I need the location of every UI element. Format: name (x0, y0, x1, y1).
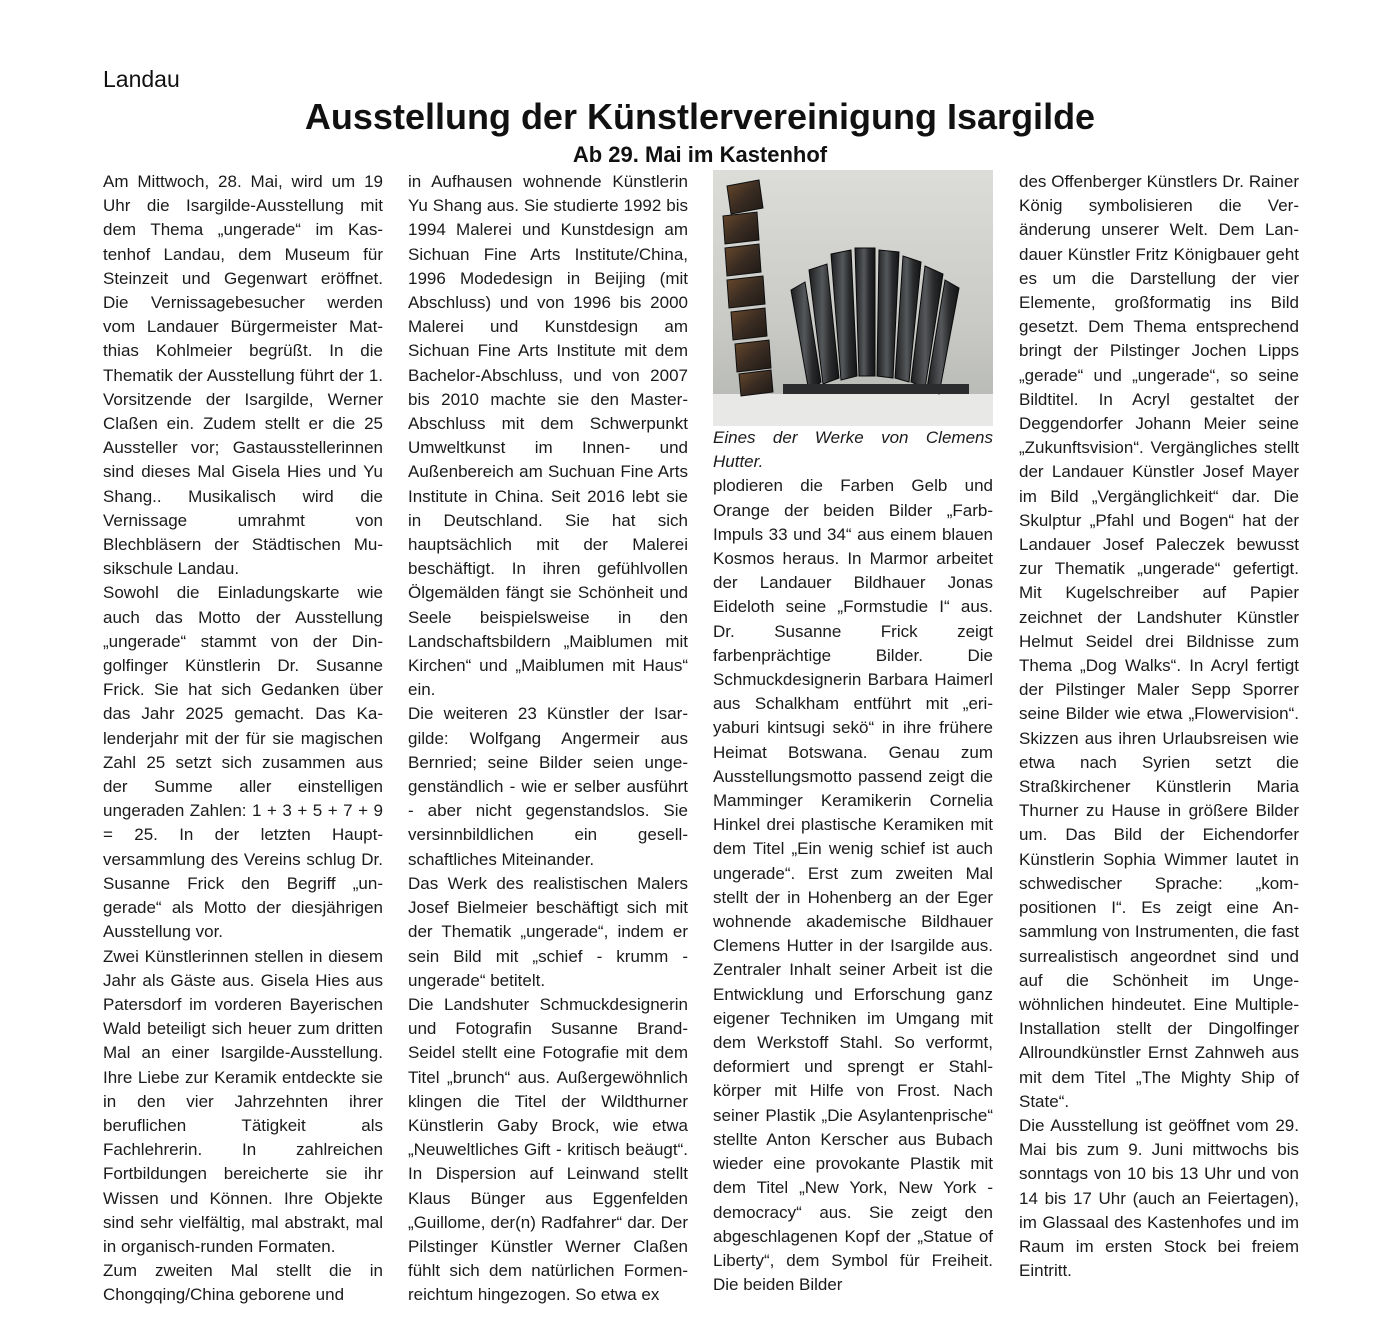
paragraph: Zum zweiten Mal stellt die in Chongqing/China geborene und (103, 1261, 383, 1305)
sculpture-photo (713, 170, 993, 426)
article-column-4 (1019, 170, 1299, 1320)
sculpture-illustration (713, 170, 993, 426)
paragraph: des Offenberger Künstlers Dr. Rainer König symbolisieren die Veränderung unserer Welt. Dem Landauer Künstler Fritz Königbauer geht es um die Darstellung der vier Elemente, großformatig ins Bild gesetzt. Dem Thema entsprechend bringt der Pilstinger Jochen Lipps „gerade“ und „ungerade“, so seine Bildtitel. In Acryl gestaltet der Deggendorfer Johann Meier seine „Zukunftsvision“. Vergängliches stellt der Landauer Künstler Josef Mayer im Bild „Vergänglichkeit“ dar. Die Skulptur „Pfahl und Bogen“ hat der Landauer Josef Paleczek bewusst zur Thematik „ungerade“ gefertigt. Mit Kugelschreiber auf Papier zeichnet der Landshuter Künstler Helmut Seidel drei Bildnisse zum Thema „Dog Walks“. In Acryl fertigt der Pilstinger Maler Sepp Sporrer seine Bilder wie etwa „Flowervision“. Skizzen aus ihren Urlaubsreisen wie etwa nach Syrien setzt die Straßkirchener Künstlerin Maria Thurner zu Hause in größere Bilder um. Das Bild der Eichendorfer Künstlerin Sophia Wimmer lautet in schwedischer Sprache: „kompositionen I“. Es zeigt eine Ansammlung von Instrumenten, die fast surrealistisch angeordnet sind und auf die Schönheit im Ungewöhnlichen hindeutet. Eine Multiple-Installation stellt der Dingolfinger Allroundkünstler Ernst Zahnweh aus mit dem Titel „The Mighty Ship of State“. (1019, 172, 1299, 1111)
image-caption: Eines der Werke von Clemens Hutter. (713, 428, 993, 472)
paragraph: in Aufhausen wohnende Künstlerin Yu Shang aus. Sie studierte 1992 bis 1994 Malerei und Kunstdesign am Sichuan Fine Arts Institute/China, 1996 Modedesign in Beijing (mit Abschluss) und von 1996 bis 2000 Malerei und Kunstdesign am Sichuan Fine Arts Institute mit dem Bachelor-Abschluss, und von 2007 bis 2010 machte sie den Master-Abschluss mit dem Schwerpunkt Umweltkunst im Innen- und Außenbereich am Suchuan Fine Arts Institute in China. Seit 2016 lebt sie in Deutschland. Sie hat sich hauptsächlich mit der Malerei beschäftigt. In ihren gefühlvollen Ölgemälden fängt sie Schönheit und Seele beispielsweise in den Landschaftsbildern „Maiblumen mit Kirchen“ und „Maiblumen mit Haus“ ein. (408, 172, 688, 700)
article-column-1 (103, 170, 383, 1320)
paragraph: Zwei Künstlerinnen stellen in diesem Jahr als Gäste aus. Gisela Hies aus Patersdorf im vorderen Bayerischen Wald beteiligt sich heuer zum dritten Mal an einer Isargilde-Ausstellung. Ihre Liebe zur Keramik entdeckte sie in den vier Jahrzehnten ihrer beruflichen Tätigkeit als Fachlehrerin. In zahlreichen Fortbildungen bereicherte sie ihr Wissen und Können. Ihre Objekte sind sehr vielfältig, mal abstrakt, mal in organisch-runden Formaten. (103, 946, 383, 1256)
paragraph: Die Ausstellung ist geöffnet vom 29. Mai bis zum 9. Juni mittwochs bis sonntags von 10 bis 13 Uhr und von 14 bis 17 Uhr (auch an Feiertagen), im Glassaal des Kastenhofes und im Raum im ersten Stock bei freiem Eintritt. (1019, 1115, 1299, 1281)
dateline: Landau (103, 66, 180, 92)
paragraph: Das Werk des realistischen Malers Josef Bielmeier beschäftigt sich mit der Thematik „ungerade“, indem er sein Bild mit „schief - krumm - ungerade“ betitelt. (408, 873, 688, 990)
paragraph: Sowohl die Einladungskarte wie auch das Motto der Ausstellung „ungerade“ stammt von der Dingolfinger Künstlerin Dr. Susanne Frick. Sie hat sich Gedanken über das Jahr 2025 gemacht. Das Kalenderjahr mit der für sie magischen Zahl 25 setzt sich zusammen aus der Summe aller einstelligen ungeraden Zahlen: 1 + 3 + 5 + 7 + 9 = 25. In der letzten Hauptversammlung des Vereins schlug Dr. Susanne Frick den Begriff „ungerade“ als Motto der diesjährigen Ausstellung vor. (103, 583, 383, 942)
paragraph: plodieren die Farben Gelb und Orange der beiden Bilder „Farb-Impuls 33 und 34“ aus einem blauen Kosmos heraus. In Marmor arbeitet der Landauer Bildhauer Jonas Eideloth seine „Formstudie I“ aus. Dr. Susanne Frick zeigt farbenprächtige Bilder. Die Schmuckdesignerin Barbara Haimerl aus Schalkham entführt mit „eri-yaburi kintsugi sekö“ in ihre frühere Heimat Botswana. Genau zum Ausstellungsmotto passend zeigt die Mamminger Keramikerin Cornelia Hinkel drei plastische Keramiken mit dem Titel „Ein wenig schief ist auch ungerade“. Erst zum zweiten Mal stellt der in Hohenberg an der Eger wohnende akademische Bildhauer Clemens Hutter in der Isargilde aus. Zentraler Inhalt seiner Arbeit ist die Entwicklung und Erforschung ganz eigener Techniken im Umgang mit dem Werkstoff Stahl. So verformt, deformiert und sprengt er Stahlkörper mit Hilfe von Frost. Nach seiner Plastik „Die Asylantenprische“ stellte Anton Kerscher aus Bubach wieder eine provokante Plastik mit dem Titel „New York, New York - democracy“ aus. Sie zeigt den abgeschlagenen Kopf der „Statue of Liberty“, dem Symbol für Freiheit. Die beiden Bilder (713, 476, 993, 1295)
article-column-3 (713, 170, 993, 1320)
subheadline: Ab 29. Mai im Kastenhof (572, 142, 828, 167)
article-column-2 (408, 170, 688, 1320)
headline: Ausstellung der Künstlervereinigung Isargilde (304, 96, 1096, 137)
paragraph: Die weiteren 23 Künstler der Isargilde: Wolfgang Angermeir aus Bernried; seine Bilder seien ungegenständlich - wie er selber ausführt - aber nicht gegenstandslos. Sie versinnbildlichen ein gesellschaftliches Miteinander. (408, 704, 688, 869)
paragraph: Am Mittwoch, 28. Mai, wird um 19 Uhr die Isargilde-Ausstellung mit dem Thema „ungerade“ im Kastenhof Landau, dem Museum für Steinzeit und Gegenwart eröffnet. Die Vernissagebesucher werden vom Landauer Bürgermeister Matthias Kohlmeier begrüßt. In die Thematik der Ausstellung führt der 1. Vorsitzende der Isargilde, Werner Claßen ein. Zudem stellt er die 25 Aussteller vor; Gastausstellerinnen sind dieses Mal Gisela Hies und Yu Shang.. Musikalisch wird die Vernissage umrahmt von Blechbläsern der Städtischen Musikschule Landau. (103, 172, 383, 579)
paragraph: Die Landshuter Schmuckdesignerin und Fotografin Susanne Brand-Seidel stellt eine Fotografie mit dem Titel „brunch“ aus. Außergewöhnlich klingen die Titel der Wildthurner Künstlerin Gaby Brock, wie etwa „Neuweltliches Gift - kritisch beäugt“. In Dispersion auf Leinwand stellt Klaus Bünger aus Eggenfelden „Guillome, der(n) Radfahrer“ dar. Der Pilstinger Künstler Werner Claßen fühlt sich dem natürlichen Formenreichtum hingezogen. So etwa ex (408, 994, 688, 1305)
